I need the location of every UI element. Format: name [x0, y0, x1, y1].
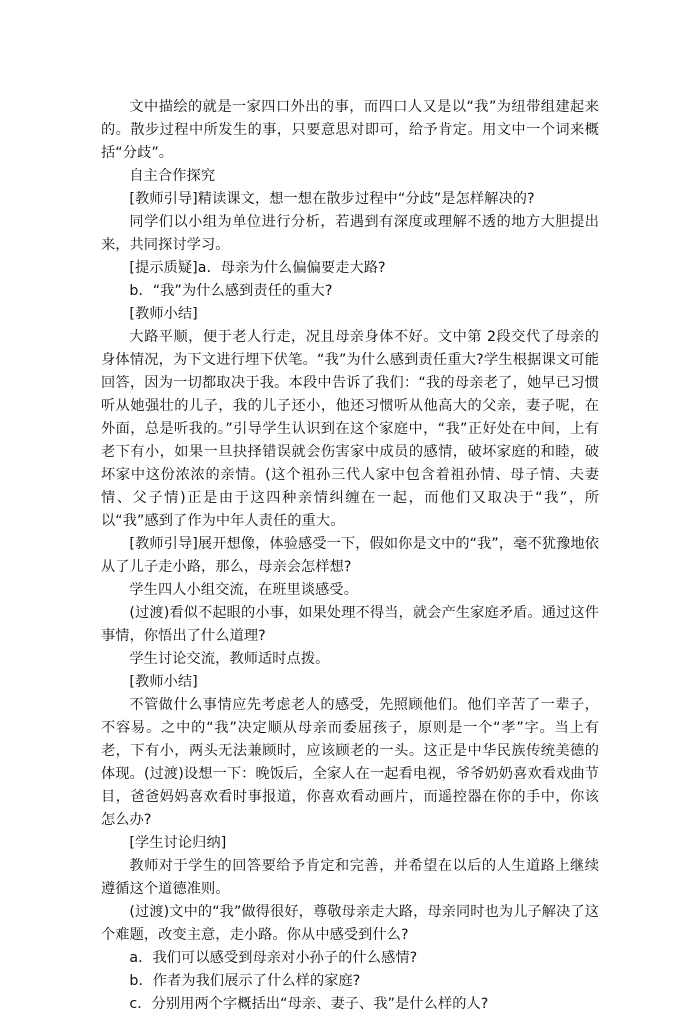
document-body	[101, 96, 599, 1016]
label-student-discussion: [学生讨论归纳]	[129, 835, 227, 851]
question-c-2: c．分别用两个字概括出“母亲、妻子、我”是什么样的人?	[129, 996, 489, 1012]
label-teacher-summary-2: [教师小结]	[129, 674, 198, 690]
question-a-2: a．我们可以感受到母亲对小孙子的什么感情?	[129, 950, 418, 966]
paragraph-transition-2: (过渡)文中的“我”做得很好，尊敬母亲走大路，母亲同时也为儿子解决了这个难题，改变主意，走小路。你从中感受到什么?	[101, 904, 599, 943]
paragraph-discussion: 学生讨论交流，教师适时点拨。	[129, 651, 330, 667]
paragraph-group-analysis: 同学们以小组为单位进行分析，若遇到有深度或理解不透的地方大胆提出来，共同探讨学习。	[101, 214, 599, 253]
paragraph-teacher-response: 教师对于学生的回答要给予肯定和完善，并希望在以后的人生道路上继续遵循这个道德准则。	[101, 858, 599, 897]
paragraph-summary-2: 不管做什么事情应先考虑老人的感受，先照顾他们。他们辛苦了一辈子，不容易。之中的“我”决定顺从母亲而委屈孩子，原则是一个“孝”字。当上有老，下有小，两头无法兼顾时，应该顾老的一头。这正是中华民族传统美德的体现。(过渡)设想一下：晚饭后，全家人在一起看电视，爷爷奶奶喜欢看戏曲节目，爸爸妈妈喜欢看时事报道，你喜欢看动画片，而遥控器在你的手中，你该怎么办?	[101, 697, 599, 828]
heading-self-study: 自主合作探究	[129, 168, 216, 184]
paragraph-teacher-guide-1: [教师引导]精读课文，想一想在散步过程中“分歧”是怎样解决的?	[129, 191, 535, 207]
question-a-1: [提示质疑]a．母亲为什么偏偏要走大路?	[129, 260, 386, 276]
paragraph-summary-1: 大路平顺，便于老人行走，况且母亲身体不好。文中第 2段交代了母亲的身体情况，为下文进行埋下伏笔。“我”为什么感到责任重大?学生根据课文可能回答，因为一切都取决于我。本段中告诉了我们：“我的母亲老了，她早已习惯听从她强壮的儿子，我的儿子还小，他还习惯听从他高大的父亲，妻子呢，在外面，总是听我的。”引导学生认识到在这个家庭中，“我”正好处在中间，上有老下有小，如果一旦抉择错误就会伤害家中成员的感情，破坏家庭的和睦，破坏家中这份浓浓的亲情。(这个祖孙三代人家中包含着祖孙情、母子情、夫妻情、父子情)正是由于这四种亲情纠缠在一起，而他们又取决于“我”，所以“我”感到了作为中年人责任的重大。	[101, 329, 599, 529]
paragraph-group-exchange: 学生四人小组交流，在班里谈感受。	[129, 582, 358, 598]
question-b-1: b．“我”为什么感到责任的重大?	[129, 283, 333, 299]
paragraph-transition-1: (过渡)看似不起眼的小事，如果处理不得当，就会产生家庭矛盾。通过这件事情，你悟出了什么道理?	[101, 605, 599, 644]
label-teacher-summary-1: [教师小结]	[129, 306, 198, 322]
paragraph-1: 文中描绘的就是一家四口外出的事，而四口人又是以“我”为纽带组建起来的。散步过程中所发生的事，只要意思对即可，给予肯定。用文中一个词来概括“分歧”。	[101, 99, 599, 161]
paragraph-teacher-guide-2: [教师引导]展开想像，体验感受一下，假如你是文中的“我”，毫不犹豫地依从了儿子走小路，那么，母亲会怎样想?	[101, 536, 599, 575]
question-b-2: b．作者为我们展示了什么样的家庭?	[129, 973, 361, 989]
